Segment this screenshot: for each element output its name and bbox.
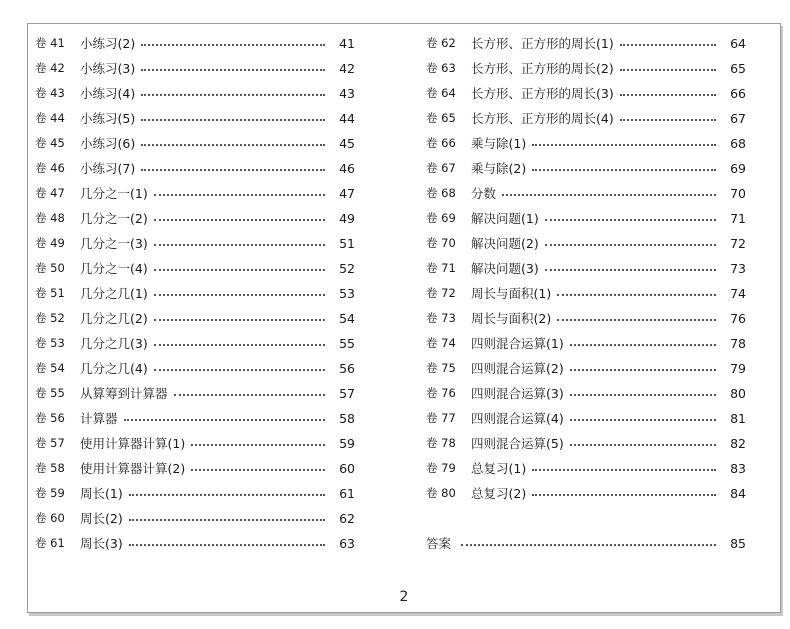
toc-entry-volume: 卷 59 [35, 486, 65, 500]
toc-entry-page: 51 [339, 236, 355, 251]
dot-leader [532, 468, 716, 471]
page-number: 2 [399, 589, 409, 605]
toc-entry-title: 四则混合运算(5) [471, 436, 564, 451]
dot-leader [141, 68, 325, 71]
dot-leader [154, 268, 325, 271]
toc-entry-title: 长方形、正方形的周长(3) [471, 86, 614, 101]
dot-leader [545, 218, 716, 221]
toc-entry-title: 四则混合运算(1) [471, 336, 564, 351]
toc-entry-page: 74 [730, 286, 746, 301]
toc-entry-volume: 卷 71 [426, 261, 456, 275]
toc-entry-title: 几分之一(2) [80, 211, 148, 226]
toc-entry-page: 70 [730, 186, 746, 201]
toc-entry-volume: 卷 49 [35, 236, 65, 250]
toc-entry-volume: 卷 70 [426, 236, 456, 250]
toc-entry[interactable] [35, 356, 355, 381]
dot-leader [129, 493, 325, 496]
toc-entry[interactable] [426, 331, 746, 356]
toc-entry-volume: 卷 46 [35, 161, 65, 175]
toc-entry[interactable] [426, 431, 746, 456]
toc-entry-title: 小练习(5) [80, 111, 136, 126]
toc-entry[interactable] [35, 481, 355, 506]
toc-entry[interactable] [35, 506, 355, 531]
dot-leader [154, 193, 325, 196]
toc-entry-page: 63 [339, 536, 355, 551]
toc-entry[interactable] [426, 31, 746, 56]
dot-leader [532, 168, 716, 171]
toc-entry-page: 60 [339, 461, 355, 476]
toc-entry[interactable] [35, 106, 355, 131]
toc-entry-page: 49 [339, 211, 355, 226]
toc-entry-page: 42 [339, 61, 355, 76]
dot-leader [570, 418, 716, 421]
dot-leader [570, 343, 716, 346]
toc-entry-title: 使用计算器计算(2) [80, 461, 186, 476]
toc-entry-title: 解决问题(2) [471, 236, 539, 251]
toc-entry[interactable] [426, 206, 746, 231]
toc-entry[interactable] [35, 306, 355, 331]
toc-entry-title: 长方形、正方形的周长(2) [471, 61, 614, 76]
toc-entry[interactable] [35, 231, 355, 256]
toc-entry[interactable] [35, 531, 355, 556]
dot-leader [557, 318, 716, 321]
toc-entry-title: 计算器 [80, 411, 118, 426]
toc-entry-volume: 卷 45 [35, 136, 65, 150]
toc-entry[interactable] [35, 281, 355, 306]
dot-leader [174, 393, 325, 396]
dot-leader [154, 218, 325, 221]
toc-entry-page: 67 [730, 111, 746, 126]
toc-entry-volume: 卷 79 [426, 461, 456, 475]
toc-entry-title: 小练习(4) [80, 86, 136, 101]
toc-entry-volume: 卷 69 [426, 211, 456, 225]
toc-entry-page: 47 [339, 186, 355, 201]
toc-entry-page: 59 [339, 436, 355, 451]
toc-entry-page: 53 [339, 286, 355, 301]
toc-entry-title: 周长与面积(2) [471, 311, 552, 326]
toc-entry-volume: 卷 57 [35, 436, 65, 450]
dot-leader [154, 243, 325, 246]
dot-leader [620, 43, 716, 46]
toc-entry-volume: 卷 74 [426, 336, 456, 350]
toc-entry-volume: 卷 64 [426, 86, 456, 100]
toc-entry-page: 85 [730, 536, 746, 551]
toc-entry-volume: 卷 52 [35, 311, 65, 325]
dot-leader [620, 68, 716, 71]
toc-entry[interactable] [426, 406, 746, 431]
dot-leader [141, 118, 325, 121]
toc-entry-page: 52 [339, 261, 355, 276]
toc-page [27, 23, 781, 613]
dot-leader [191, 443, 325, 446]
toc-entry-page: 79 [730, 361, 746, 376]
toc-entry-volume: 卷 47 [35, 186, 65, 200]
dot-leader [191, 468, 325, 471]
toc-entry-answers[interactable] [426, 531, 746, 556]
toc-entry-volume: 卷 48 [35, 211, 65, 225]
toc-entry-volume: 卷 77 [426, 411, 456, 425]
toc-entry-volume: 卷 68 [426, 186, 456, 200]
toc-entry-title: 总复习(1) [471, 461, 527, 476]
toc-entry-title: 从算筹到计算器 [80, 386, 168, 401]
toc-entry-title: 几分之几(4) [80, 361, 148, 376]
toc-entry-title: 几分之一(4) [80, 261, 148, 276]
toc-entry-title: 小练习(2) [80, 36, 136, 51]
dot-leader [141, 43, 325, 46]
toc-entry-volume: 卷 51 [35, 286, 65, 300]
dot-leader [141, 93, 325, 96]
toc-entry-volume: 卷 72 [426, 286, 456, 300]
toc-entry-title: 分数 [471, 186, 497, 201]
toc-entry-page: 58 [339, 411, 355, 426]
toc-entry[interactable] [426, 106, 746, 131]
dot-leader [141, 143, 325, 146]
toc-entry-page: 76 [730, 311, 746, 326]
toc-entry-title: 周长(3) [80, 536, 123, 551]
toc-entry[interactable] [35, 81, 355, 106]
toc-entry[interactable] [426, 281, 746, 306]
toc-entry-volume: 卷 78 [426, 436, 456, 450]
toc-entry-page: 73 [730, 261, 746, 276]
toc-entry-volume: 卷 65 [426, 111, 456, 125]
toc-entry[interactable] [426, 156, 746, 181]
toc-entry[interactable] [35, 406, 355, 431]
dot-leader [124, 418, 325, 421]
toc-entry-title: 小练习(3) [80, 61, 136, 76]
toc-entry-page: 78 [730, 336, 746, 351]
toc-entry-volume: 卷 67 [426, 161, 456, 175]
toc-entry-page: 84 [730, 486, 746, 501]
toc-entry-page: 56 [339, 361, 355, 376]
toc-entry-page: 55 [339, 336, 355, 351]
toc-entry-title: 四则混合运算(4) [471, 411, 564, 426]
toc-entry-page: 80 [730, 386, 746, 401]
toc-entry-volume: 卷 53 [35, 336, 65, 350]
dot-leader [154, 318, 325, 321]
dot-leader [461, 543, 716, 546]
toc-entry-title: 周长(1) [80, 486, 123, 501]
toc-entry-page: 83 [730, 461, 746, 476]
toc-entry-title: 几分之几(3) [80, 336, 148, 351]
toc-entry[interactable] [35, 181, 355, 206]
toc-entry-title: 总复习(2) [471, 486, 527, 501]
toc-entry-page: 61 [339, 486, 355, 501]
toc-entry-volume: 卷 62 [426, 36, 456, 50]
toc-entry-title: 四则混合运算(2) [471, 361, 564, 376]
toc-entry-page: 45 [339, 136, 355, 151]
toc-entry-page: 65 [730, 61, 746, 76]
toc-entry[interactable] [426, 306, 746, 331]
dot-leader [620, 93, 716, 96]
toc-entry-page: 72 [730, 236, 746, 251]
dot-leader [532, 143, 716, 146]
dot-leader [570, 393, 716, 396]
toc-entry[interactable] [35, 331, 355, 356]
toc-entry-volume: 卷 42 [35, 61, 65, 75]
toc-entry-title: 几分之几(2) [80, 311, 148, 326]
toc-entry-page: 62 [339, 511, 355, 526]
toc-entry-page: 44 [339, 111, 355, 126]
toc-entry[interactable] [35, 156, 355, 181]
toc-entry-title: 周长与面积(1) [471, 286, 552, 301]
dot-leader [532, 493, 716, 496]
toc-entry-title: 使用计算器计算(1) [80, 436, 186, 451]
toc-entry-volume: 卷 63 [426, 61, 456, 75]
toc-entry[interactable] [35, 56, 355, 81]
dot-leader [545, 268, 716, 271]
toc-entry-title: 小练习(7) [80, 161, 136, 176]
toc-entry-page: 41 [339, 36, 355, 51]
toc-entry-title: 几分之一(1) [80, 186, 148, 201]
toc-entry-volume: 卷 66 [426, 136, 456, 150]
toc-entry-page: 81 [730, 411, 746, 426]
toc-entry-volume: 卷 75 [426, 361, 456, 375]
dot-leader [545, 243, 716, 246]
toc-entry-volume: 卷 50 [35, 261, 65, 275]
toc-entry-volume: 卷 54 [35, 361, 65, 375]
toc-entry[interactable] [35, 456, 355, 481]
toc-entry-volume: 卷 44 [35, 111, 65, 125]
toc-entry-page: 69 [730, 161, 746, 176]
toc-entry-title: 乘与除(1) [471, 136, 527, 151]
toc-entry[interactable] [426, 81, 746, 106]
toc-entry-page: 57 [339, 386, 355, 401]
toc-entry-page: 64 [730, 36, 746, 51]
toc-entry-title: 长方形、正方形的周长(4) [471, 111, 614, 126]
toc-entry-volume: 卷 41 [35, 36, 65, 50]
toc-entry[interactable] [426, 56, 746, 81]
toc-entry-page: 54 [339, 311, 355, 326]
toc-entry-title: 几分之一(3) [80, 236, 148, 251]
toc-entry-page: 66 [730, 86, 746, 101]
toc-entry[interactable] [35, 131, 355, 156]
toc-entry[interactable] [35, 206, 355, 231]
toc-entry[interactable] [426, 381, 746, 406]
toc-entry-volume: 卷 73 [426, 311, 456, 325]
toc-entry[interactable] [426, 481, 746, 506]
toc-entry-title: 四则混合运算(3) [471, 386, 564, 401]
toc-right-column [426, 31, 746, 506]
toc-entry-volume: 卷 61 [35, 536, 65, 550]
toc-entry-volume: 卷 58 [35, 461, 65, 475]
dot-leader [557, 293, 716, 296]
dot-leader [570, 443, 716, 446]
dot-leader [129, 518, 325, 521]
toc-entry-volume: 卷 56 [35, 411, 65, 425]
dot-leader [129, 543, 325, 546]
toc-entry-page: 71 [730, 211, 746, 226]
toc-entry-volume: 卷 60 [35, 511, 65, 525]
toc-entry-volume: 卷 55 [35, 386, 65, 400]
toc-entry[interactable] [426, 456, 746, 481]
toc-entry-title: 几分之几(1) [80, 286, 148, 301]
toc-entry-volume: 卷 80 [426, 486, 456, 500]
toc-entry[interactable] [426, 131, 746, 156]
toc-entry-page: 43 [339, 86, 355, 101]
dot-leader [154, 368, 325, 371]
dot-leader [154, 293, 325, 296]
dot-leader [141, 168, 325, 171]
toc-entry-title: 解决问题(1) [471, 211, 539, 226]
toc-left-column [35, 31, 355, 556]
toc-entry-page: 46 [339, 161, 355, 176]
toc-entry[interactable] [426, 256, 746, 281]
toc-entry[interactable] [35, 381, 355, 406]
toc-entry-title: 长方形、正方形的周长(1) [471, 36, 614, 51]
toc-entry-title: 周长(2) [80, 511, 123, 526]
dot-leader [154, 343, 325, 346]
toc-entry-page: 82 [730, 436, 746, 451]
dot-leader [620, 118, 716, 121]
toc-entry[interactable] [426, 181, 746, 206]
toc-entry-title: 解决问题(3) [471, 261, 539, 276]
toc-entry-title: 乘与除(2) [471, 161, 527, 176]
toc-entry[interactable] [35, 431, 355, 456]
toc-entry[interactable] [426, 356, 746, 381]
toc-entry[interactable] [35, 31, 355, 56]
toc-entry[interactable] [35, 256, 355, 281]
toc-entry-title: 答案 [426, 536, 452, 551]
toc-entry-title: 小练习(6) [80, 136, 136, 151]
dot-leader [502, 193, 716, 196]
toc-entry-page: 68 [730, 136, 746, 151]
toc-entry-volume: 卷 76 [426, 386, 456, 400]
dot-leader [570, 368, 716, 371]
toc-entry[interactable] [426, 231, 746, 256]
toc-entry-volume: 卷 43 [35, 86, 65, 100]
